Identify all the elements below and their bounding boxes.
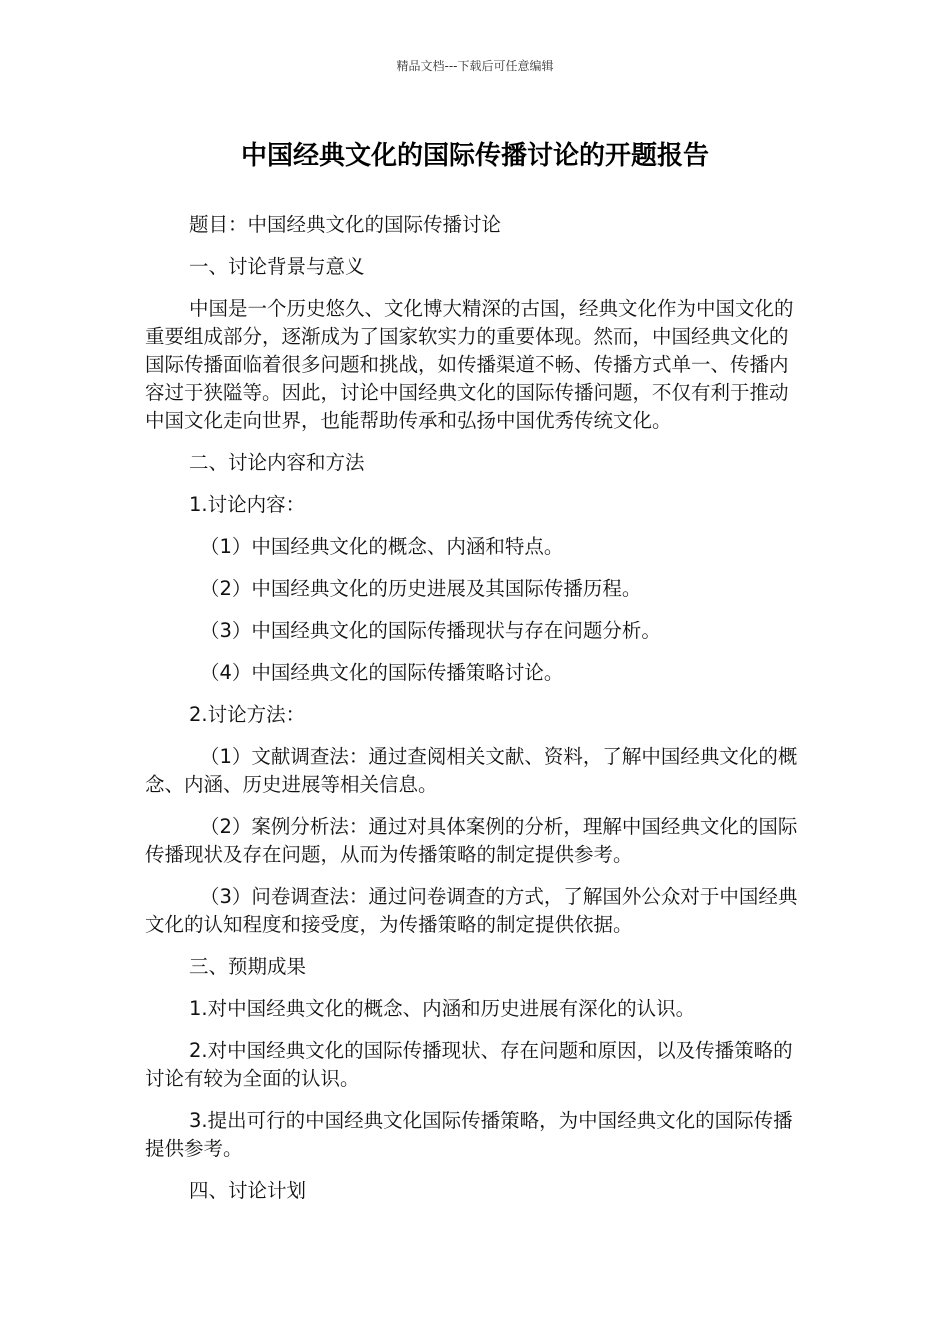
outcome-item-2: 2.对中国经典文化的国际传播现状、存在问题和原因，以及传播策略的讨论有较为全面的认识。 xyxy=(145,1039,793,1090)
section-heading-background: 一、讨论背景与意义 xyxy=(189,255,365,278)
method-item-2: （2）案例分析法：通过对具体案例的分析，理解中国经典文化的国际传播现状及存在问题，从而为传播策略的制定提供参考。 xyxy=(145,815,798,866)
content-item-3: （3）中国经典文化的国际传播现状与存在问题分析。 xyxy=(200,619,661,642)
outcome-item-1: 1.对中国经典文化的概念、内涵和历史进展有深化的认识。 xyxy=(189,997,696,1020)
subheading-methods: 2.讨论方法： xyxy=(189,703,306,726)
header-note: 精品文档---下载后可任意编辑 xyxy=(396,59,554,73)
content-item-2: （2）中国经典文化的历史进展及其国际传播历程。 xyxy=(200,577,642,600)
method-item-3: （3）问卷调查法：通过问卷调查的方式，了解国外公众对于中国经典文化的认知程度和接受度，为传播策略的制定提供依据。 xyxy=(145,885,798,936)
topic-line: 题目：中国经典文化的国际传播讨论 xyxy=(189,213,502,236)
subheading-content: 1.讨论内容： xyxy=(189,493,306,516)
content-item-4: （4）中国经典文化的国际传播策略讨论。 xyxy=(200,661,564,684)
section-heading-outcomes: 三、预期成果 xyxy=(189,955,307,978)
outcome-item-3: 3.提出可行的中国经典文化国际传播策略，为中国经典文化的国际传播提供参考。 xyxy=(145,1109,793,1160)
document-body xyxy=(145,211,805,1219)
section-heading-content-methods: 二、讨论内容和方法 xyxy=(189,451,365,474)
document-title: 中国经典文化的国际传播讨论的开题报告 xyxy=(240,141,709,171)
background-paragraph: 中国是一个历史悠久、文化博大精深的古国，经典文化作为中国文化的重要组成部分，逐渐成为了国家软实力的重要体现。然而，中国经典文化的国际传播面临着很多问题和挑战，如传播渠道不畅、传播方式单一、传播内容过于狭隘等。因此，讨论中国经典文化的国际传播问题，不仅有利于推动中国文化走向世界，也能帮助传承和弘扬中国优秀传统文化。 xyxy=(145,297,794,432)
content-item-1: （1）中国经典文化的概念、内涵和特点。 xyxy=(200,535,564,558)
section-heading-plan: 四、讨论计划 xyxy=(189,1179,307,1202)
method-item-1: （1）文献调查法：通过查阅相关文献、资料，了解中国经典文化的概念、内涵、历史进展等相关信息。 xyxy=(145,745,798,796)
